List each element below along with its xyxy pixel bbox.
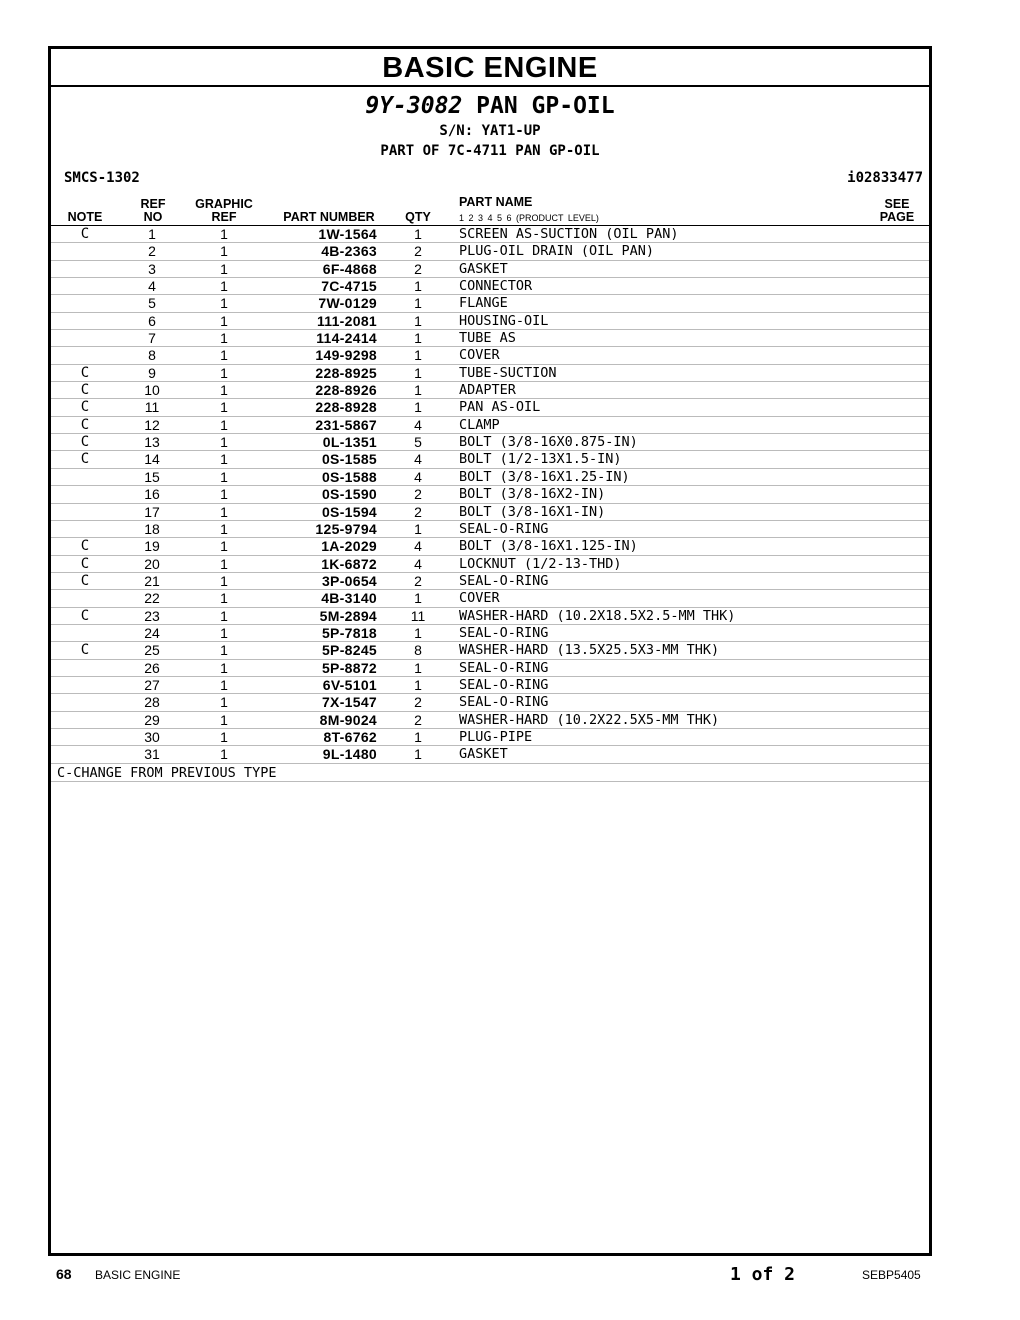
part-name-cell: WASHER-HARD (10.2X18.5X2.5-MM THK) [459,607,736,624]
document-id: i02833477 [847,170,923,186]
table-row [51,451,929,468]
ref-no-cell: 14 [144,451,160,468]
graphic-ref-cell: 1 [220,382,228,399]
part-number-cell: 228-8928 [315,399,377,416]
qty-cell: 1 [414,312,422,329]
table-row [51,625,929,642]
table-row [51,365,929,382]
footer-page-number: 68 [56,1266,72,1282]
part-name-cell: HOUSING-OIL [459,312,549,329]
ref-no-cell: 25 [144,642,160,659]
part-name-cell: FLANGE [459,295,508,312]
part-name-cell: PAN AS-OIL [459,399,541,416]
graphic-ref-cell: 1 [220,399,228,416]
part-number-cell: 5P-8245 [321,642,377,659]
graphic-ref-cell: 1 [220,312,228,329]
table-row [51,677,929,694]
section-title: BASIC ENGINE [51,49,929,87]
ref-no-cell: 13 [144,434,160,451]
note-cell: C [80,607,90,624]
table-row [51,399,929,416]
group-title [51,93,929,119]
table-row [51,226,929,243]
part-number-cell: 5P-8872 [321,659,377,676]
part-name-cell: SEAL-O-RING [459,572,549,589]
qty-cell: 4 [414,538,422,555]
graphic-ref-cell: 1 [220,607,228,624]
part-name-cell: GASKET [459,746,508,763]
ref-no-cell: 21 [144,572,160,589]
ref-no-cell: 23 [144,607,160,624]
part-name-cell: SEAL-O-RING [459,694,549,711]
table-row [51,330,929,347]
graphic-ref-cell: 1 [220,486,228,503]
part-name-cell: BOLT (3/8-16X2-IN) [459,486,606,503]
graphic-ref-cell: 1 [220,538,228,555]
graphic-ref-cell: 1 [220,728,228,745]
qty-cell: 4 [414,416,422,433]
part-name-cell: SEAL-O-RING [459,676,549,693]
table-row [51,278,929,295]
table-row [51,556,929,573]
header-part-number: PART NUMBER [283,210,375,224]
table-row [51,347,929,364]
part-number-cell: 8T-6762 [323,728,377,745]
table-row [51,573,929,590]
table-row [51,504,929,521]
part-name-cell: BOLT (3/8-16X0.875-IN) [459,434,638,451]
note-cell: C [80,434,90,451]
table-row [51,660,929,677]
header-product-levels: 1 2 3 4 5 6 (PRODUCT LEVEL) [459,213,599,223]
qty-cell: 5 [414,434,422,451]
part-name-cell: LOCKNUT (1/2-13-THD) [459,555,622,572]
qty-cell: 1 [414,728,422,745]
graphic-ref-cell: 1 [220,278,228,295]
qty-cell: 1 [414,278,422,295]
part-number-cell: 0S-1594 [321,503,377,520]
part-number-cell: 4B-3140 [321,590,377,607]
page-frame [48,46,932,1256]
part-name-cell: CONNECTOR [459,278,533,295]
graphic-ref-cell: 1 [220,364,228,381]
smcs-code: SMCS-1302 [64,170,140,186]
qty-cell: 2 [414,694,422,711]
qty-cell: 2 [414,260,422,277]
qty-cell: 1 [414,364,422,381]
note-cell: C [80,364,90,381]
qty-cell: 1 [414,624,422,641]
part-name-cell: SEAL-O-RING [459,520,549,537]
qty-cell: 1 [414,520,422,537]
header-note: NOTE [67,210,103,224]
part-number-cell: 7W-0129 [318,295,377,312]
qty-cell: 1 [414,746,422,763]
table-row [51,712,929,729]
table-row [51,608,929,625]
header-see-top: SEE [884,197,910,211]
ref-no-cell: 2 [148,243,156,260]
part-number-cell: 6V-5101 [322,676,377,693]
part-number-cell: 5P-7818 [321,624,377,641]
graphic-ref-cell: 1 [220,694,228,711]
group-name: PAN GP-OIL [476,93,615,119]
ref-no-cell: 26 [144,659,160,676]
part-name-cell: BOLT (3/8-16X1.125-IN) [459,538,638,555]
note-cell: C [80,555,90,572]
graphic-ref-cell: 1 [220,451,228,468]
note-cell: C [80,382,90,399]
part-number-cell: 125-9794 [315,520,377,537]
table-row [51,382,929,399]
qty-cell: 4 [414,468,422,485]
part-number-cell: 1W-1564 [318,226,377,242]
table-row [51,590,929,607]
ref-no-cell: 31 [144,746,160,763]
graphic-ref-cell: 1 [220,434,228,451]
part-number-cell: 6F-4868 [322,260,377,277]
part-name-cell: PLUG-OIL DRAIN (OIL PAN) [459,243,655,260]
ref-no-cell: 3 [148,260,156,277]
ref-no-cell: 8 [148,347,156,364]
part-number-cell: 231-5867 [315,416,377,433]
qty-cell: 1 [414,347,422,364]
qty-cell: 2 [414,572,422,589]
part-name-cell: CLAMP [459,416,500,433]
part-number-cell: 9L-1480 [322,746,377,763]
ref-no-cell: 24 [144,624,160,641]
graphic-ref-cell: 1 [220,468,228,485]
footer-section: BASIC ENGINE [95,1268,181,1282]
ref-no-cell: 9 [148,364,156,381]
qty-cell: 1 [414,330,422,347]
part-number-cell: 228-8926 [315,382,377,399]
qty-cell: 1 [414,676,422,693]
table-row [51,243,929,260]
part-number-cell: 0S-1588 [321,468,377,485]
graphic-ref-cell: 1 [220,330,228,347]
ref-no-cell: 19 [144,538,160,555]
footer-page-of: 1 of 2 [730,1264,796,1285]
qty-cell: 4 [414,555,422,572]
graphic-ref-cell: 1 [220,624,228,641]
qty-cell: 1 [414,295,422,312]
part-number-cell: 7X-1547 [321,694,377,711]
part-name-cell: COVER [459,590,500,607]
part-name-cell: TUBE-SUCTION [459,364,557,381]
part-number-cell: 5M-2894 [319,607,377,624]
part-number-cell: 1K-6872 [321,555,377,572]
table-row [51,729,929,746]
table-row [51,538,929,555]
note-cell: C [80,399,90,416]
graphic-ref-cell: 1 [220,555,228,572]
graphic-ref-cell: 1 [220,503,228,520]
ref-no-cell: 4 [148,278,156,295]
part-of-line: PART OF 7C-4711 PAN GP-OIL [380,143,600,159]
qty-cell: 2 [414,711,422,728]
table-row [51,521,929,538]
table-row [51,261,929,278]
table-row [51,313,929,330]
part-number-cell: 114-2414 [316,330,377,347]
qty-cell: 1 [414,382,422,399]
header-graphic-top: GRAPHIC [195,197,253,211]
table-row [51,417,929,434]
part-name-cell: WASHER-HARD (13.5X25.5X3-MM THK) [459,642,720,659]
ref-no-cell: 17 [144,503,160,520]
ref-no-cell: 27 [144,676,160,693]
table-row [51,746,929,763]
note-cell: C [80,451,90,468]
qty-cell: 4 [414,451,422,468]
header-graphic-bottom: REF [211,210,237,224]
qty-cell: 2 [414,503,422,520]
ref-no-cell: 11 [144,399,160,416]
graphic-ref-cell: 1 [220,226,228,242]
part-name-cell: WASHER-HARD (10.2X22.5X5-MM THK) [459,711,720,728]
note-cell: C [80,642,90,659]
group-part-number: 9Y-3082 [365,93,463,119]
ref-no-cell: 30 [144,728,160,745]
part-number-cell: 4B-2363 [321,243,377,260]
footer-doc-number: SEBP5405 [862,1268,921,1282]
part-number-cell: 3P-0654 [321,572,377,589]
note-cell: C [80,416,90,433]
ref-no-cell: 18 [144,520,160,537]
ref-no-cell: 16 [144,486,160,503]
header-qty: QTY [405,210,431,224]
graphic-ref-cell: 1 [220,243,228,260]
ref-no-cell: 15 [144,468,160,485]
ref-no-cell: 22 [144,590,160,607]
graphic-ref-cell: 1 [220,746,228,763]
graphic-ref-cell: 1 [220,590,228,607]
qty-cell: 2 [414,486,422,503]
header-graphic-ref [189,198,259,224]
header-ref-no [133,198,173,224]
qty-cell: 2 [414,243,422,260]
part-name-cell: BOLT (3/8-16X1.25-IN) [459,468,630,485]
graphic-ref-cell: 1 [220,295,228,312]
part-name-cell: SEAL-O-RING [459,624,549,641]
part-number-cell: 0L-1351 [322,434,377,451]
table-row [51,486,929,503]
graphic-ref-cell: 1 [220,260,228,277]
header-see-page [875,198,919,224]
part-name-cell: PLUG-PIPE [459,728,533,745]
note-cell: C [80,572,90,589]
graphic-ref-cell: 1 [220,572,228,589]
header-ref-top: REF [140,197,166,211]
qty-cell: 1 [414,590,422,607]
table-row [51,295,929,312]
graphic-ref-cell: 1 [220,416,228,433]
graphic-ref-cell: 1 [220,676,228,693]
header-ref-bottom: NO [143,210,163,224]
graphic-ref-cell: 1 [220,347,228,364]
part-name-cell: SEAL-O-RING [459,659,549,676]
ref-no-cell: 10 [144,382,160,399]
part-name-cell: SCREEN AS-SUCTION (OIL PAN) [459,226,679,242]
qty-cell: 1 [414,399,422,416]
part-number-cell: 111-2081 [316,312,377,329]
graphic-ref-cell: 1 [220,711,228,728]
part-name-cell: TUBE AS [459,330,516,347]
part-name-cell: BOLT (3/8-16X1-IN) [459,503,606,520]
part-number-cell: 0S-1590 [321,486,377,503]
table-row [51,642,929,659]
qty-cell: 11 [410,607,426,624]
part-name-cell: COVER [459,347,500,364]
table-row [51,694,929,711]
qty-cell: 8 [414,642,422,659]
part-number-cell: 228-8925 [315,364,377,381]
qty-cell: 1 [414,659,422,676]
part-number-cell: 7C-4715 [321,278,377,295]
table-row [51,469,929,486]
header-part-name: PART NAME [459,195,533,209]
ref-no-cell: 1 [148,226,156,242]
note-cell: C [80,538,90,555]
ref-no-cell: 6 [148,312,156,329]
part-name-cell: GASKET [459,260,508,277]
ref-no-cell: 12 [144,416,160,433]
ref-no-cell: 29 [144,711,160,728]
part-name-cell: ADAPTER [459,382,516,399]
ref-no-cell: 28 [144,694,160,711]
part-number-cell: 1A-2029 [321,538,377,555]
qty-cell: 1 [414,226,422,242]
ref-no-cell: 7 [148,330,156,347]
serial-number: S/N: YAT1-UP [439,123,541,139]
note-cell: C [80,226,90,242]
part-number-cell: 149-9298 [315,347,377,364]
graphic-ref-cell: 1 [220,659,228,676]
header-see-bottom: PAGE [879,210,915,224]
ref-no-cell: 20 [144,555,160,572]
parts-list [51,226,929,782]
graphic-ref-cell: 1 [220,520,228,537]
footnote: C-CHANGE FROM PREVIOUS TYPE [51,764,929,782]
table-row [51,434,929,451]
graphic-ref-cell: 1 [220,642,228,659]
part-number-cell: 0S-1585 [321,451,377,468]
part-number-cell: 8M-9024 [319,711,377,728]
ref-no-cell: 5 [148,295,156,312]
part-name-cell: BOLT (1/2-13X1.5-IN) [459,451,622,468]
